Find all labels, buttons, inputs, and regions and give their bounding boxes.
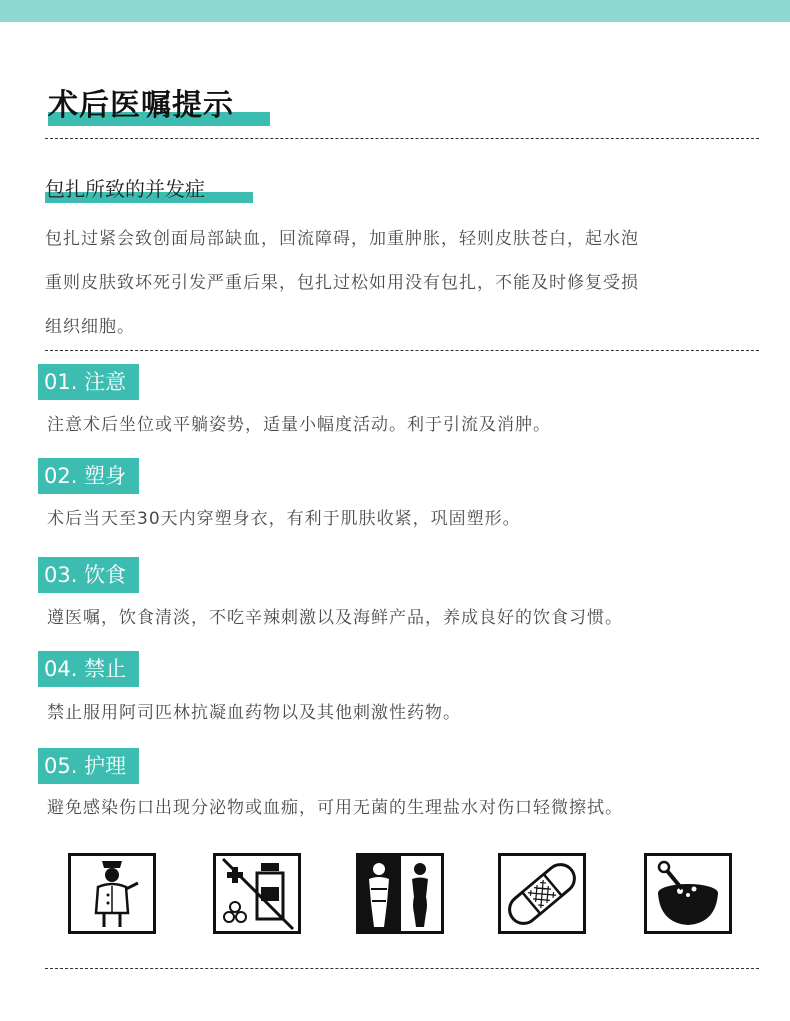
complication-heading: 包扎所致的并发症	[45, 177, 205, 201]
nurse-icon	[68, 853, 156, 934]
paragraph-line: 包扎过紧会致创面局部缺血，回流障碍，加重肿胀，轻则皮肤苍白，起水泡	[45, 229, 639, 249]
food-bowl-icon	[644, 853, 732, 934]
complication-heading-block	[45, 172, 205, 206]
divider-line	[45, 968, 759, 969]
tip-badge-2: 02. 塑身	[38, 458, 139, 494]
top-color-bar	[0, 0, 790, 22]
bandage-icon	[498, 853, 586, 934]
tip-badge-5: 05. 护理	[38, 748, 139, 784]
paragraph-line: 重则皮肤致坏死引发严重后果，包扎过松如用没有包扎，不能及时修复受损	[45, 273, 639, 293]
divider-line	[45, 138, 759, 139]
tip-text-3: 遵医嘱，饮食清淡，不吃辛辣刺激以及海鲜产品，养成良好的饮食习惯。	[47, 608, 623, 628]
tip-text-4: 禁止服用阿司匹林抗凝血药物以及其他刺激性药物。	[47, 703, 461, 723]
tip-badge-3: 03. 饮食	[38, 557, 139, 593]
divider-line	[45, 350, 759, 351]
complication-paragraph	[45, 217, 761, 349]
tip-badge-1: 01. 注意	[38, 364, 139, 400]
page-title: 术后医嘱提示	[48, 88, 234, 123]
paragraph-line: 组织细胞。	[45, 317, 135, 337]
no-medicine-icon	[213, 853, 301, 934]
tip-text-2: 术后当天至30天内穿塑身衣，有利于肌肤收紧，巩固塑形。	[47, 509, 521, 529]
body-shaping-icon	[356, 853, 444, 934]
tip-badge-4: 04. 禁止	[38, 651, 139, 687]
page-title-block	[48, 86, 234, 126]
tip-text-1: 注意术后坐位或平躺姿势，适量小幅度活动。利于引流及消肿。	[47, 415, 551, 435]
tip-text-5: 避免感染伤口出现分泌物或血痂，可用无菌的生理盐水对伤口轻微擦拭。	[47, 798, 623, 818]
